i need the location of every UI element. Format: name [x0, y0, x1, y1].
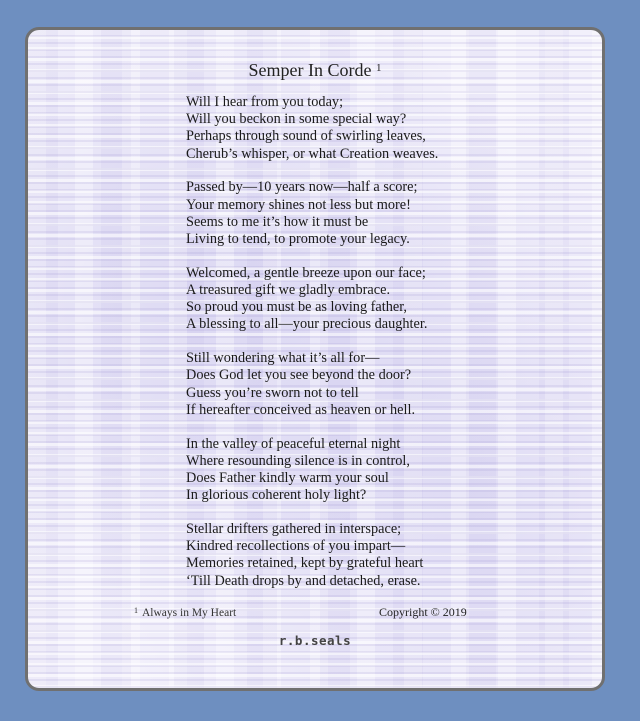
- footnote-marker: 1: [134, 606, 138, 615]
- stanza: [186, 521, 438, 590]
- poem-line: Seems to me it’s how it must be: [186, 213, 369, 230]
- poem-card: [25, 27, 605, 691]
- poem-line: Will you beckon in some special way?: [186, 111, 407, 128]
- poem-line: Guess you’re sworn not to tell: [186, 384, 359, 401]
- poem-title-text: Semper In Corde: [248, 60, 372, 80]
- title-footnote-marker: 1: [375, 62, 382, 74]
- stanza: [186, 436, 438, 505]
- poem-line: Welcomed, a gentle breeze upon our face;: [186, 264, 426, 281]
- poem-line: Where resounding silence is in control,: [186, 452, 410, 469]
- poem-line: A treasured gift we gladly embrace.: [186, 282, 391, 299]
- poem-line: Living to tend, to promote your legacy.: [186, 231, 410, 248]
- poem-line: Still wondering what it’s all for—: [186, 350, 380, 367]
- stanza: [186, 350, 438, 419]
- poem-line: ‘Till Death drops by and detached, erase.: [186, 572, 421, 589]
- author-signature: r.b.seals: [278, 633, 352, 648]
- poem-line: Kindred recollections of you impart—: [186, 538, 406, 555]
- poem-title: [28, 60, 602, 81]
- poem-line: In glorious coherent holy light?: [186, 487, 367, 504]
- poem-line: A blessing to all—your precious daughter.: [186, 316, 428, 333]
- stanza: [186, 94, 438, 163]
- footnote-text: Always in My Heart: [142, 607, 237, 619]
- poem-line: Cherub’s whisper, or what Creation weaves.: [186, 145, 439, 162]
- poem-line: Passed by—10 years now—half a score;: [186, 179, 418, 196]
- poem-line: Does God let you see beyond the door?: [186, 367, 412, 384]
- poem-line: Perhaps through sound of swirling leaves,: [186, 128, 426, 145]
- poem-line: Does Father kindly warm your soul: [186, 470, 389, 487]
- poem-line: Stellar drifters gathered in interspace;: [186, 521, 402, 538]
- footnote: [134, 606, 236, 619]
- poem-body: [186, 94, 438, 606]
- poem-line: Your memory shines not less but more!: [186, 196, 411, 213]
- poem-line: If hereafter conceived as heaven or hell.: [186, 401, 416, 418]
- stanza: [186, 265, 438, 334]
- poem-line: Memories retained, kept by grateful heart: [186, 555, 424, 572]
- copyright-notice: Copyright © 2019: [379, 605, 467, 619]
- poem-line: So proud you must be as loving father,: [186, 299, 408, 316]
- stanza: [186, 179, 438, 248]
- poem-line: In the valley of peaceful eternal night: [186, 435, 401, 452]
- poem-line: Will I hear from you today;: [186, 94, 344, 110]
